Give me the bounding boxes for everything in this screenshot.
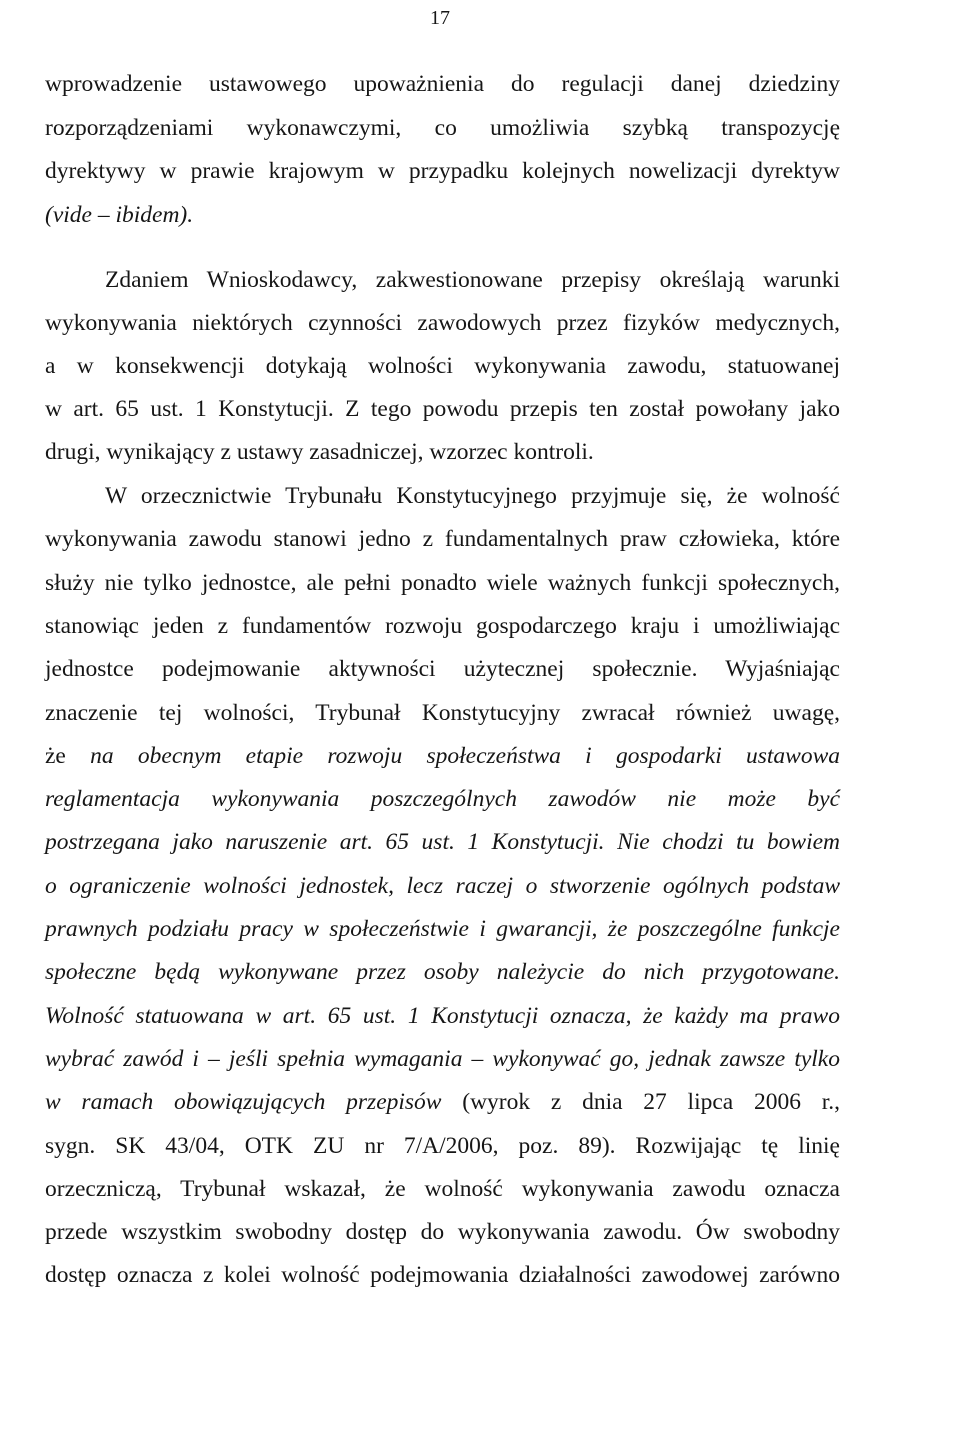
- line-text: rozporządzeniami wykonawczymi, co umożliwia szybką transpozycję: [45, 115, 840, 141]
- text-line: [45, 1001, 840, 1031]
- text-line: [45, 827, 840, 857]
- text-line: [45, 156, 840, 186]
- text-line: [45, 200, 840, 230]
- text-line: [45, 957, 840, 987]
- line-text: w art. 65 ust. 1 Konstytucji. Z tego powodu przepis ten został powołany jako: [45, 396, 840, 422]
- citation-reference: (vide – ibidem).: [45, 202, 194, 228]
- line-text: drugi, wynikający z ustawy zasadniczej, wzorzec kontroli.: [45, 439, 594, 465]
- line-text: wykonywania zawodu stanowi jedno z fundamentalnych praw człowieka, które: [45, 526, 840, 552]
- text-line: [105, 265, 840, 295]
- citation-reference: (wyrok z dnia 27 lipca 2006 r.,: [462, 1089, 840, 1115]
- line-text: przede wszystkim swobodny dostęp do wykonywania zawodu. Ów swobodny: [45, 1219, 840, 1245]
- line-text: W orzecznictwie Trybunału Konstytucyjnego przyjmuje się, że wolność: [105, 483, 840, 509]
- line-text: Zdaniem Wnioskodawcy, zakwestionowane przepisy określają warunki: [105, 267, 840, 293]
- text-line: [45, 871, 840, 901]
- text-line: [45, 1174, 840, 1204]
- quoted-text: reglamentacja wykonywania poszczególnych zawodów nie może być: [45, 786, 840, 812]
- text-line: [45, 611, 840, 641]
- quoted-text: postrzegana jako naruszenie art. 65 ust. 1 Konstytucji. Nie chodzi tu bowiem: [45, 829, 840, 855]
- quoted-text: na obecnym etapie rozwoju społeczeństwa i gospodarki ustawowa: [90, 743, 840, 769]
- quoted-text: o ograniczenie wolności jednostek, lecz raczej o stworzenie ogólnych podstaw: [45, 873, 840, 899]
- line-text: dostęp oznacza z kolei wolność podejmowania działalności zawodowej zarówno: [45, 1262, 840, 1288]
- quoted-text: społeczne będą wykonywane przez osoby należycie do nich przygotowane.: [45, 959, 840, 985]
- text-line: [45, 1087, 840, 1117]
- line-text: stanowiąc jeden z fundamentów rozwoju gospodarczego kraju i umożliwiając: [45, 613, 840, 639]
- line-text: wprowadzenie ustawowego upoważnienia do regulacji danej dziedziny: [45, 71, 840, 97]
- text-line: [45, 698, 840, 728]
- quoted-text: Wolność statuowana w art. 65 ust. 1 Konstytucji oznacza, że każdy ma prawo: [45, 1003, 840, 1029]
- line-text: znaczenie tej wolności, Trybunał Konstytucyjny zwracał również uwagę,: [45, 700, 840, 726]
- line-text: wykonywania niektórych czynności zawodowych przez fizyków medycznych,: [45, 310, 840, 336]
- text-line: [45, 1131, 840, 1161]
- text-line: [45, 1217, 840, 1247]
- line-text: służy nie tylko jednostce, ale pełni ponadto wiele ważnych funkcji społecznych,: [45, 570, 840, 596]
- line-text: a w konsekwencji dotykają wolności wykonywania zawodu, statuowanej: [45, 353, 840, 379]
- line-text: jednostce podejmowanie aktywności użytecznej społecznie. Wyjaśniając: [45, 656, 840, 682]
- text-line: [45, 1044, 840, 1074]
- text-line: [45, 914, 840, 944]
- text-line: [45, 1260, 840, 1290]
- line-text: sygn. SK 43/04, OTK ZU nr 7/A/2006, poz. 89). Rozwijając tę linię: [45, 1133, 840, 1159]
- text-line: [45, 394, 840, 424]
- text-line: [105, 481, 840, 511]
- line-text: orzeczniczą, Trybunał wskazał, że wolność wykonywania zawodu oznacza: [45, 1176, 840, 1202]
- text-line: [45, 69, 840, 99]
- text-line: [45, 741, 840, 771]
- text-line: [45, 113, 840, 143]
- line-text: dyrektywy w prawie krajowym w przypadku kolejnych nowelizacji dyrektyw: [45, 158, 840, 184]
- text-line: [45, 784, 840, 814]
- text-line: [45, 437, 840, 467]
- text-line: [45, 524, 840, 554]
- text-line: [45, 351, 840, 381]
- line-text: że: [45, 743, 66, 769]
- page-number: 17: [430, 7, 450, 29]
- quoted-text: wybrać zawód i – jeśli spełnia wymagania – wykonywać go, jednak zawsze tylko: [45, 1046, 840, 1072]
- quoted-text: w ramach obowiązujących przepisów: [45, 1089, 442, 1115]
- text-line: [45, 308, 840, 338]
- quoted-text: prawnych podziału pracy w społeczeństwie i gwarancji, że poszczególne funkcje: [45, 916, 840, 942]
- text-line: [45, 568, 840, 598]
- text-line: [45, 654, 840, 684]
